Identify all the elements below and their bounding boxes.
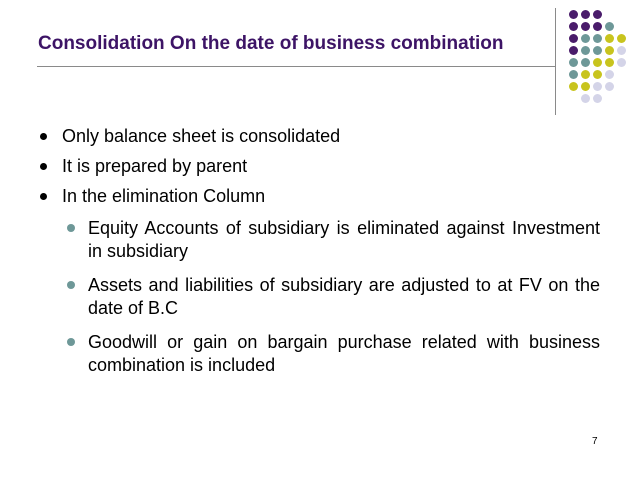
dot xyxy=(593,94,602,103)
bullet-dot xyxy=(40,193,47,200)
sub-bullet-item: Assets and liabilities of subsidiary are adjusted to at FV on the date of B.C xyxy=(88,275,600,318)
dot xyxy=(569,34,578,43)
dot xyxy=(581,94,590,103)
dot xyxy=(581,58,590,67)
dot xyxy=(569,82,578,91)
dot xyxy=(617,58,626,67)
dot xyxy=(593,70,602,79)
dot xyxy=(593,82,602,91)
bullet-item: In the elimination Column xyxy=(62,186,266,206)
dot xyxy=(605,22,614,31)
bullet-item: Only balance sheet is consolidated xyxy=(62,126,341,146)
dot xyxy=(581,10,590,19)
sub-bullet-dot xyxy=(67,338,75,346)
slide-title: Consolidation On the date of business combination xyxy=(38,33,504,54)
bullet-dot xyxy=(40,133,47,140)
vertical-divider xyxy=(555,8,556,115)
dot xyxy=(605,34,614,43)
horizontal-divider xyxy=(37,66,556,67)
sub-bullet-item: Goodwill or gain on bargain purchase related with business combination is included xyxy=(88,332,600,375)
dot xyxy=(617,34,626,43)
dot xyxy=(593,58,602,67)
dot xyxy=(581,70,590,79)
dot xyxy=(593,10,602,19)
dot xyxy=(605,46,614,55)
dot xyxy=(581,34,590,43)
page-number: 7 xyxy=(592,436,598,447)
dot xyxy=(581,22,590,31)
dot xyxy=(569,10,578,19)
dot xyxy=(569,70,578,79)
dot xyxy=(569,22,578,31)
sub-bullet-item: Equity Accounts of subsidiary is eliminated against Investment in subsidiary xyxy=(88,218,600,261)
dot xyxy=(569,58,578,67)
dot xyxy=(581,46,590,55)
dot xyxy=(605,70,614,79)
dot xyxy=(581,82,590,91)
dot xyxy=(593,46,602,55)
dot xyxy=(593,34,602,43)
dot xyxy=(569,46,578,55)
dot xyxy=(617,46,626,55)
dot xyxy=(605,58,614,67)
sub-bullet-dot xyxy=(67,224,75,232)
dot xyxy=(593,22,602,31)
bullet-item: It is prepared by parent xyxy=(62,156,248,176)
sub-bullet-dot xyxy=(67,281,75,289)
bullet-dot xyxy=(40,163,47,170)
dot xyxy=(605,82,614,91)
